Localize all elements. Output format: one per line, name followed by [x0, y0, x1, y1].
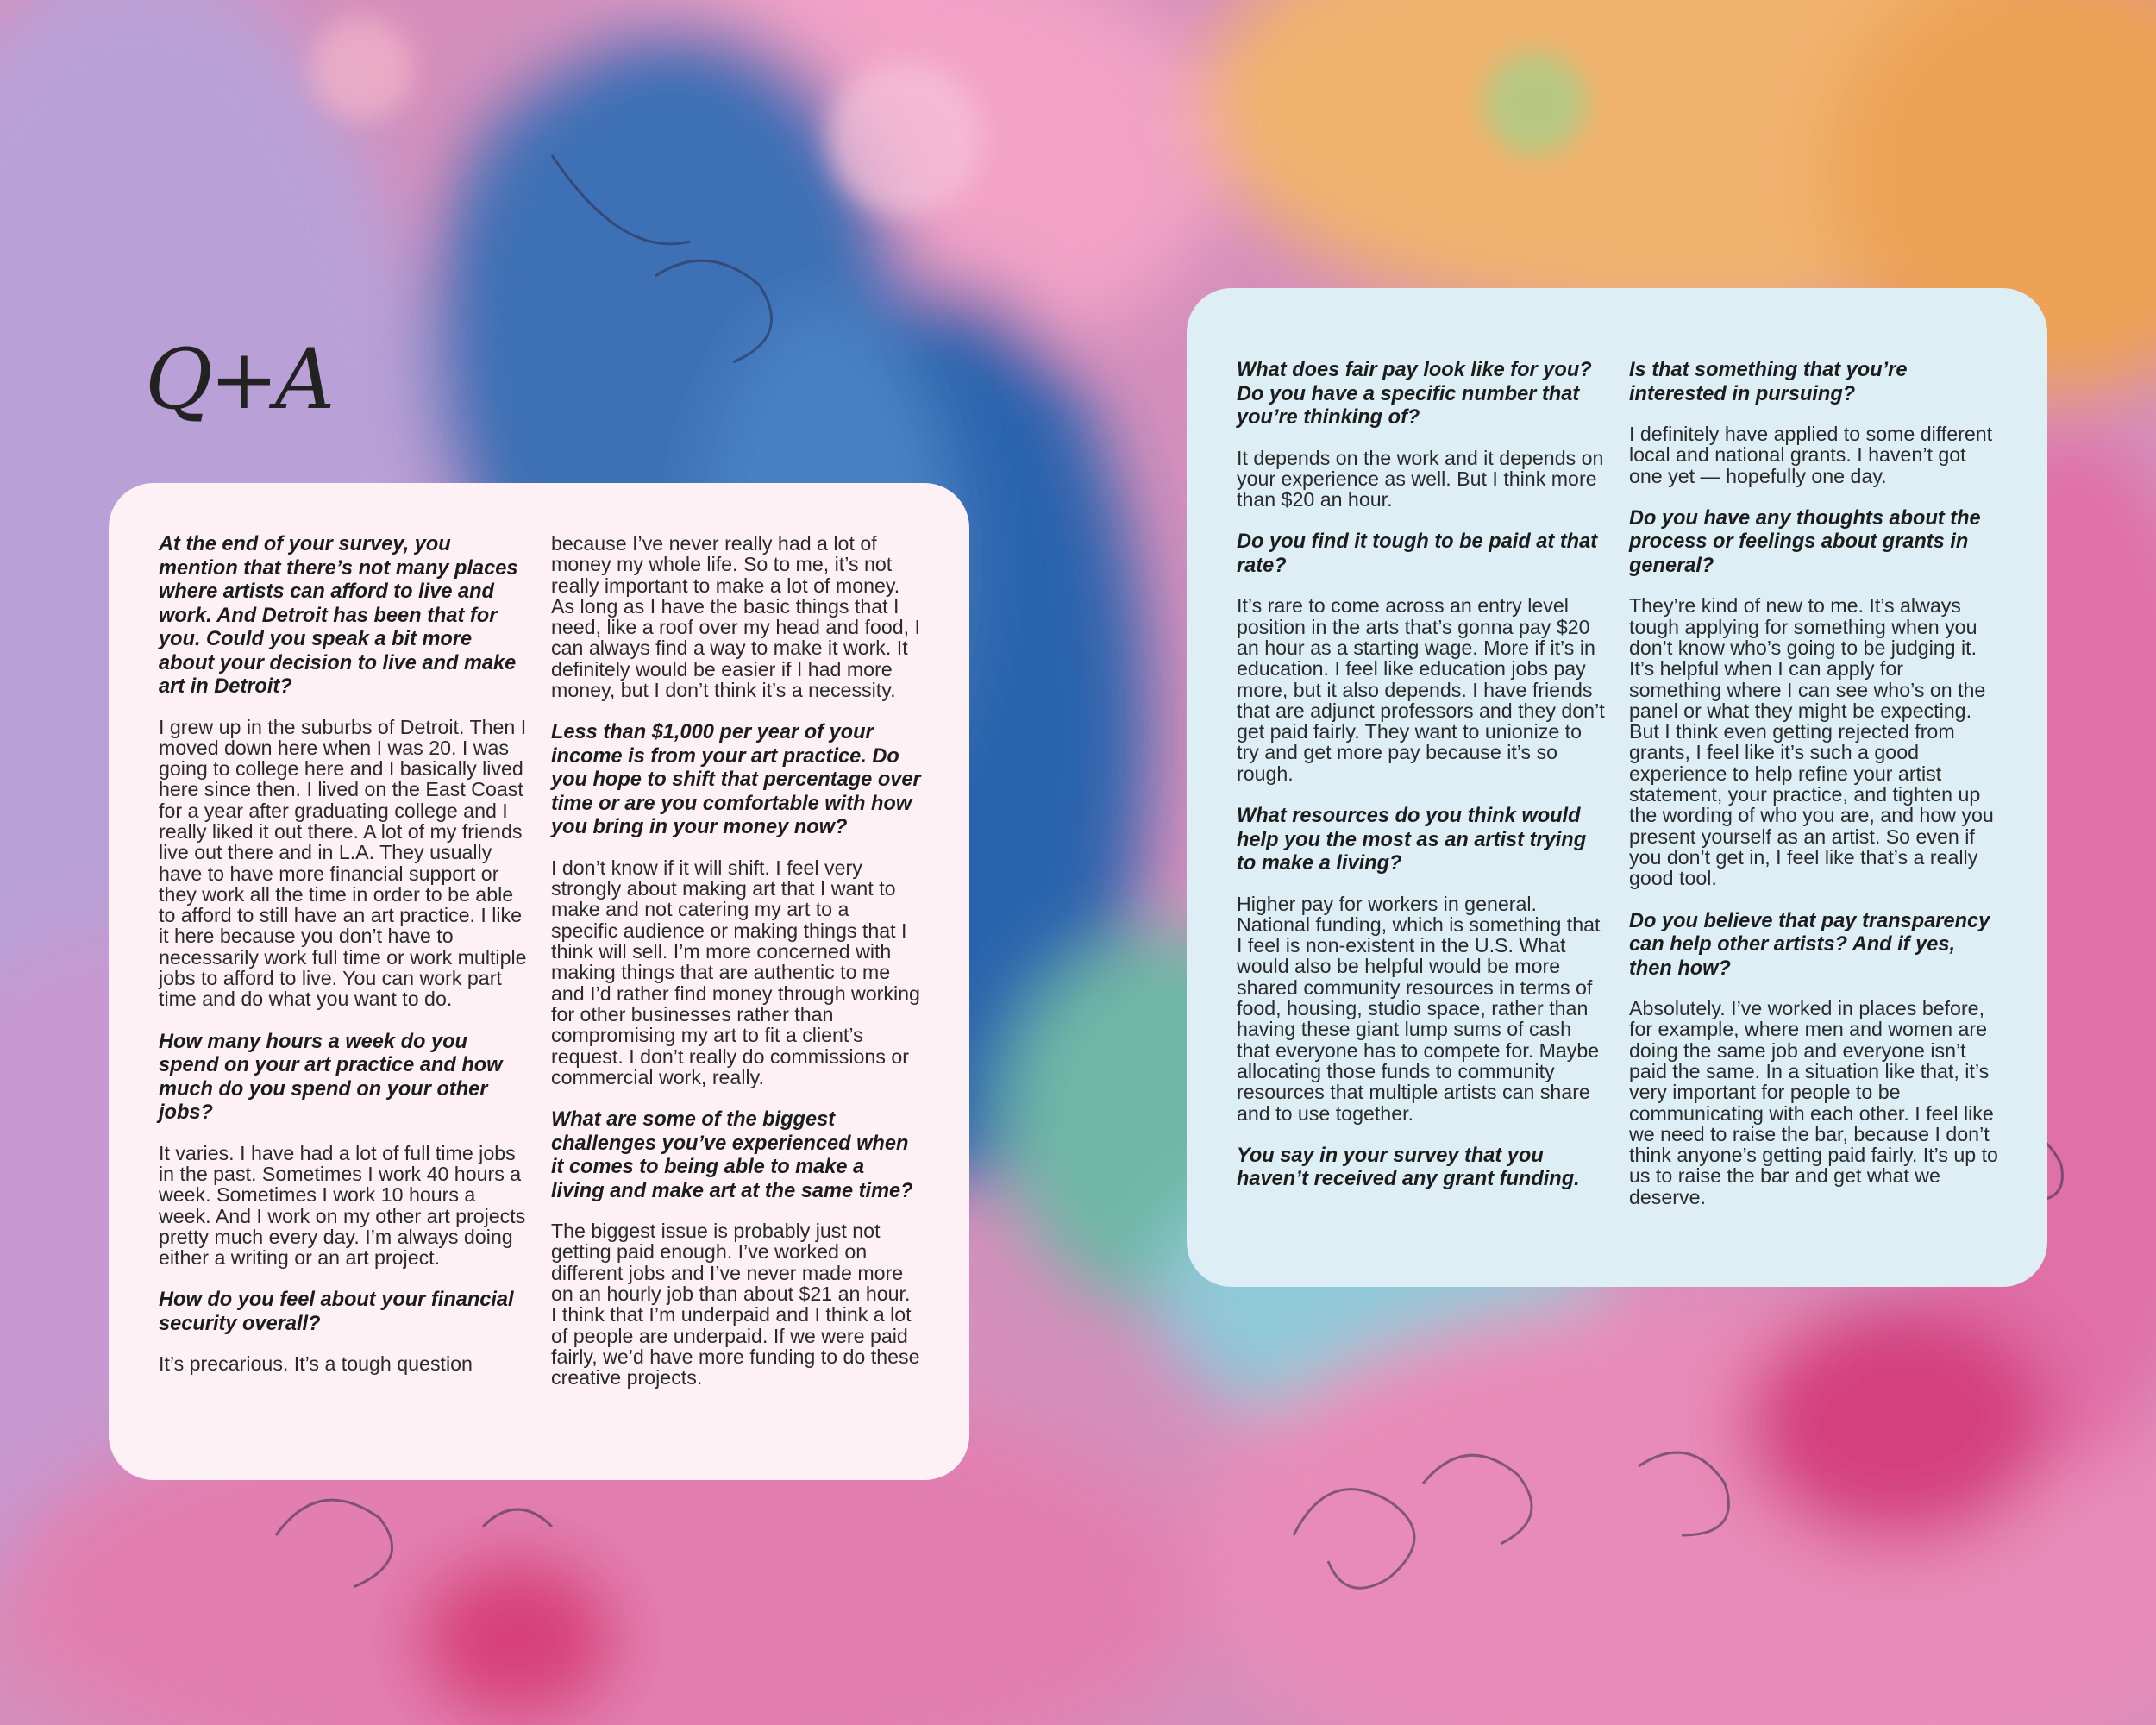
question: Do you have any thoughts about the process or feelings about grants in general?	[1629, 506, 1981, 577]
answer: They’re kind of new to me. It’s always tough applying for something when you don’t know who’s going to be judging it. It’s helpful when I can apply for something where I can see who’s on the panel or what they might be expecting. But I think even getting rejected from grants, I feel like it’s such a good experience to help refine your artist statement, your practice, and tighten up the wording of who you are, and how you present yourself as an artist. So even if you don’t get in, I feel like that’s a really good tool.	[1629, 594, 1994, 890]
answer: It’s rare to come across an entry level position in the arts that’s gonna pay $20 an hour as a starting wage. More if it’s in education. I feel like education jobs pay more, but it also depends. I have friends that are adjunct professors and they don’t get paid fairly. They want to unionize to try and get more pay because it’s so rough.	[1237, 594, 1605, 785]
question: What resources do you think would help you the most as an artist trying to make a living?	[1237, 805, 1587, 875]
right-card-column-1	[1237, 359, 1607, 1252]
answer: I definitely have applied to some different local and national grants. I haven’t got one yet — hopefully one day.	[1629, 423, 1993, 487]
left-card-column-1	[159, 533, 529, 1446]
question: How do you feel about your financial security overall?	[159, 1289, 514, 1335]
qa-heading: Q+A	[145, 331, 332, 428]
answer: It depends on the work and it depends on your experience as well. But I think more than $20 an hour.	[1237, 446, 1604, 511]
interview-card-right	[1187, 288, 2047, 1287]
right-card-column-2	[1629, 359, 1999, 1252]
answer: The biggest issue is probably just not getting paid enough. I’ve worked on different jobs and I’ve never made more on an hourly job than about $21 an hour. I think that I’m underpaid and I think a lot of people are underpaid. If we were paid fairly, we’d have more funding to do these creative projects.	[551, 1220, 920, 1389]
answer: Higher pay for workers in general. National funding, which is something that I feel is non-existent in the U.S. What would also be helpful would be more shared community resources in terms of food, housing, studio space, rather than having these giant lump sums of cash that everyone has to compete for. Maybe allocating those funds to community resources that multiple artists can share and to use together.	[1237, 892, 1601, 1125]
question: Do you believe that pay transparency can help other artists? And if yes, then how?	[1629, 909, 1990, 980]
question: Do you find it tough to be paid at that rate?	[1237, 530, 1598, 577]
question: How many hours a week do you spend on your art practice and how much do you spend on your other jobs?	[159, 1030, 503, 1125]
answer: I don’t know if it will shift. I feel very strongly about making art that I want to make and not catering my art to a specific audience or making things that I think will sell. I’m more concerned with making things that are authentic to me and I’d rather find money through working for other businesses rather than compromising my art to fit a client’s request. I don’t really do commissions or commercial work, really.	[551, 856, 920, 1088]
answer: Absolutely. I’ve worked in places before, for example, where men and women are doing the same job and everyone isn’t paid the same. In a situation like that, it’s very important for people to be communicating with each other. I feel like we need to raise the bar, because I don’t think anyone’s getting paid fairly. It’s up to us to raise the bar and get what we deserve.	[1629, 997, 1998, 1208]
question: Is that something that you’re interested in pursuing?	[1629, 359, 1908, 405]
left-card-column-2	[551, 533, 921, 1446]
interview-card-left	[109, 483, 969, 1480]
answer: It’s precarious. It’s a tough question	[159, 1352, 473, 1376]
answer: It varies. I have had a lot of full time jobs in the past. Sometimes I work 40 hours a week. Sometimes I work 10 hours a week. And I work on my other art projects pretty much every day. I’m always doing either a writing or an art project.	[159, 1141, 526, 1270]
question: At the end of your survey, you mention that there’s not many places where artists can afford to live and work. And Detroit has been that for you. Could you speak a bit more about your decision to live and make art in Detroit?	[159, 533, 518, 698]
answer: because I’ve never really had a lot of money my whole life. So to me, it’s not really important to make a lot of money. As long as I have the basic things that I need, like a roof over my head and food, I can always find a way to make it work. It definitely would be easier if I had more money, but I don’t think it’s a necessity.	[551, 532, 920, 702]
question: Less than $1,000 per year of your income is from your art practice. Do you hope to shift that percentage over time or are you comfortable with how you bring in your money now?	[551, 721, 921, 839]
question: What are some of the biggest challenges you’ve experienced when it comes to being able to make a living and make art at the same time?	[551, 1108, 913, 1202]
question: You say in your survey that you haven’t received any grant funding.	[1237, 1144, 1580, 1191]
answer: I grew up in the suburbs of Detroit. Then I moved down here when I was 20. I was going to college here and I basically lived here since then. I lived on the East Coast for a year after graduating college and I really liked it out there. A lot of my friends live out there and in L.A. They usually have to have more financial support or they work all the time in order to be able to afford to still have an art practice. I like it here because you don’t have to necessarily work full time or work multiple jobs to afford to live. You can work part time and do what you want to do.	[159, 715, 527, 1011]
question: What does fair pay look like for you? Do you have a specific number that you’re thinking of?	[1237, 359, 1592, 429]
